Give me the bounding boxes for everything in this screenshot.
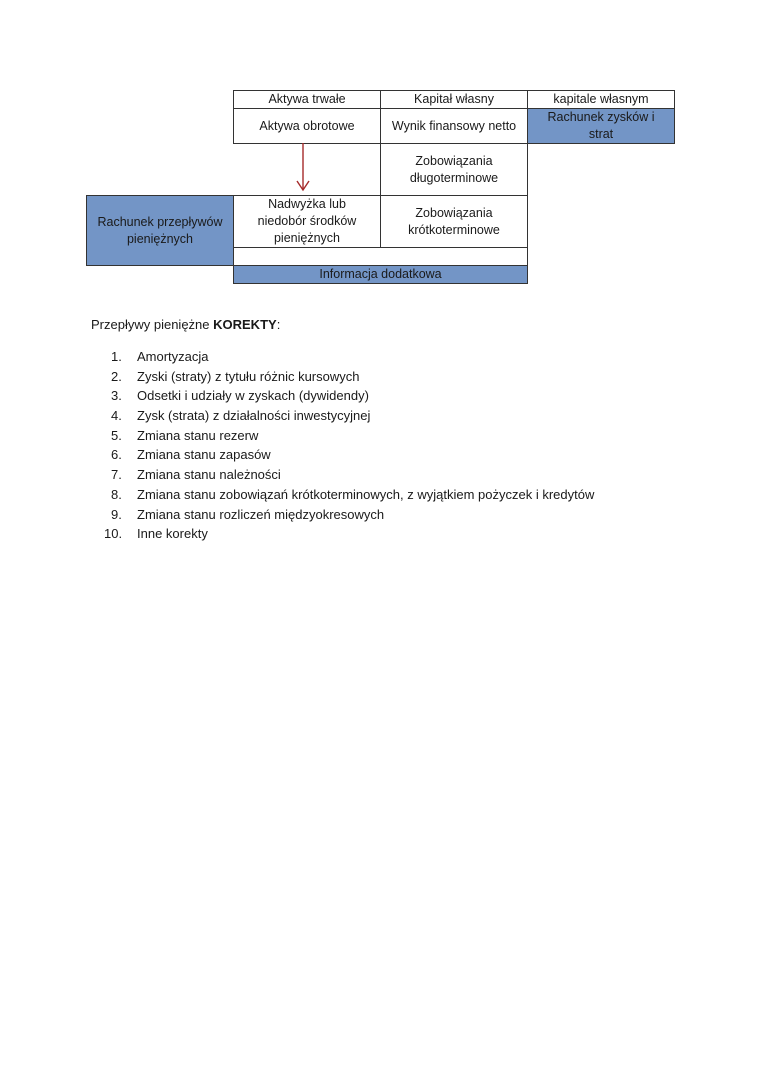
list-item bbox=[91, 367, 594, 387]
arrow-down-icon bbox=[295, 143, 311, 195]
cell-kapital-wlasny: Kapitał własny bbox=[380, 90, 528, 109]
list-item-number: 3. bbox=[111, 388, 122, 404]
cell-nadwyzka: Nadwyżka lub niedobór środków pieniężnych bbox=[233, 195, 381, 248]
list-item-text: Zmiana stanu zobowiązań krótkoterminowych, z wyjątkiem pożyczek i kredytów bbox=[137, 486, 595, 502]
list-item-number: 1. bbox=[111, 349, 122, 364]
list-item bbox=[91, 386, 594, 406]
cell-aktywa-trwale: Aktywa trwałe bbox=[233, 90, 381, 109]
list-item bbox=[91, 524, 594, 544]
list-item-text: Zmiana stanu rozliczeń międzyokresowych bbox=[137, 506, 385, 522]
list-item-number: 5. bbox=[111, 427, 122, 443]
list-item bbox=[91, 406, 594, 426]
list-item-number: 8. bbox=[111, 486, 122, 502]
list-item-number: 7. bbox=[111, 467, 122, 483]
cell-aktywa-obrotowe: Aktywa obrotowe bbox=[233, 108, 381, 144]
heading-bold: KOREKTY bbox=[213, 317, 277, 332]
list-item-text: Zyski (straty) z tytułu różnic kursowych bbox=[137, 368, 360, 384]
corrections-list bbox=[91, 347, 594, 544]
list-item bbox=[91, 445, 594, 465]
cell-zobowiazania-krotko: Zobowiązania krótkoterminowe bbox=[380, 195, 528, 248]
cell-rachunek-zyskow: Rachunek zysków i strat bbox=[527, 108, 675, 144]
list-item-text: Zmiana stanu należności bbox=[137, 467, 281, 483]
list-item-text: Zmiana stanu rezerw bbox=[137, 427, 259, 443]
list-item bbox=[91, 347, 594, 367]
cell-wynik-finansowy: Wynik finansowy netto bbox=[380, 108, 528, 144]
list-item bbox=[91, 505, 594, 525]
list-item-number: 2. bbox=[111, 368, 122, 384]
list-item-text: Odsetki i udziały w zyskach (dywidendy) bbox=[137, 388, 369, 404]
cell-kapitale-wlasnym: kapitale własnym bbox=[527, 90, 675, 109]
list-item-text: Zmiana stanu zapasów bbox=[137, 447, 271, 463]
cell-empty-spacer bbox=[233, 247, 528, 266]
list-item-text: Zysk (strata) z działalności inwestycyjnej bbox=[137, 408, 371, 424]
list-item bbox=[91, 426, 594, 446]
list-item-text: Amortyzacja bbox=[137, 349, 209, 364]
section-heading bbox=[91, 317, 280, 332]
list-item bbox=[91, 465, 594, 485]
list-item-text: Inne korekty bbox=[137, 526, 208, 542]
heading-prefix: Przepływy pieniężne bbox=[91, 317, 214, 332]
list-item-number: 6. bbox=[111, 447, 122, 463]
cell-informacja-dodatkowa: Informacja dodatkowa bbox=[233, 265, 528, 284]
heading-suffix: : bbox=[276, 317, 281, 332]
list-item-number: 9. bbox=[111, 506, 122, 522]
cell-zobowiazania-dlugo: Zobowiązania długoterminowe bbox=[380, 143, 528, 196]
cell-rachunek-przeplywow: Rachunek przepływów pieniężnych bbox=[86, 195, 234, 266]
list-item-number: 10. bbox=[104, 526, 123, 542]
list-item-number: 4. bbox=[111, 408, 122, 424]
list-item bbox=[91, 485, 594, 505]
